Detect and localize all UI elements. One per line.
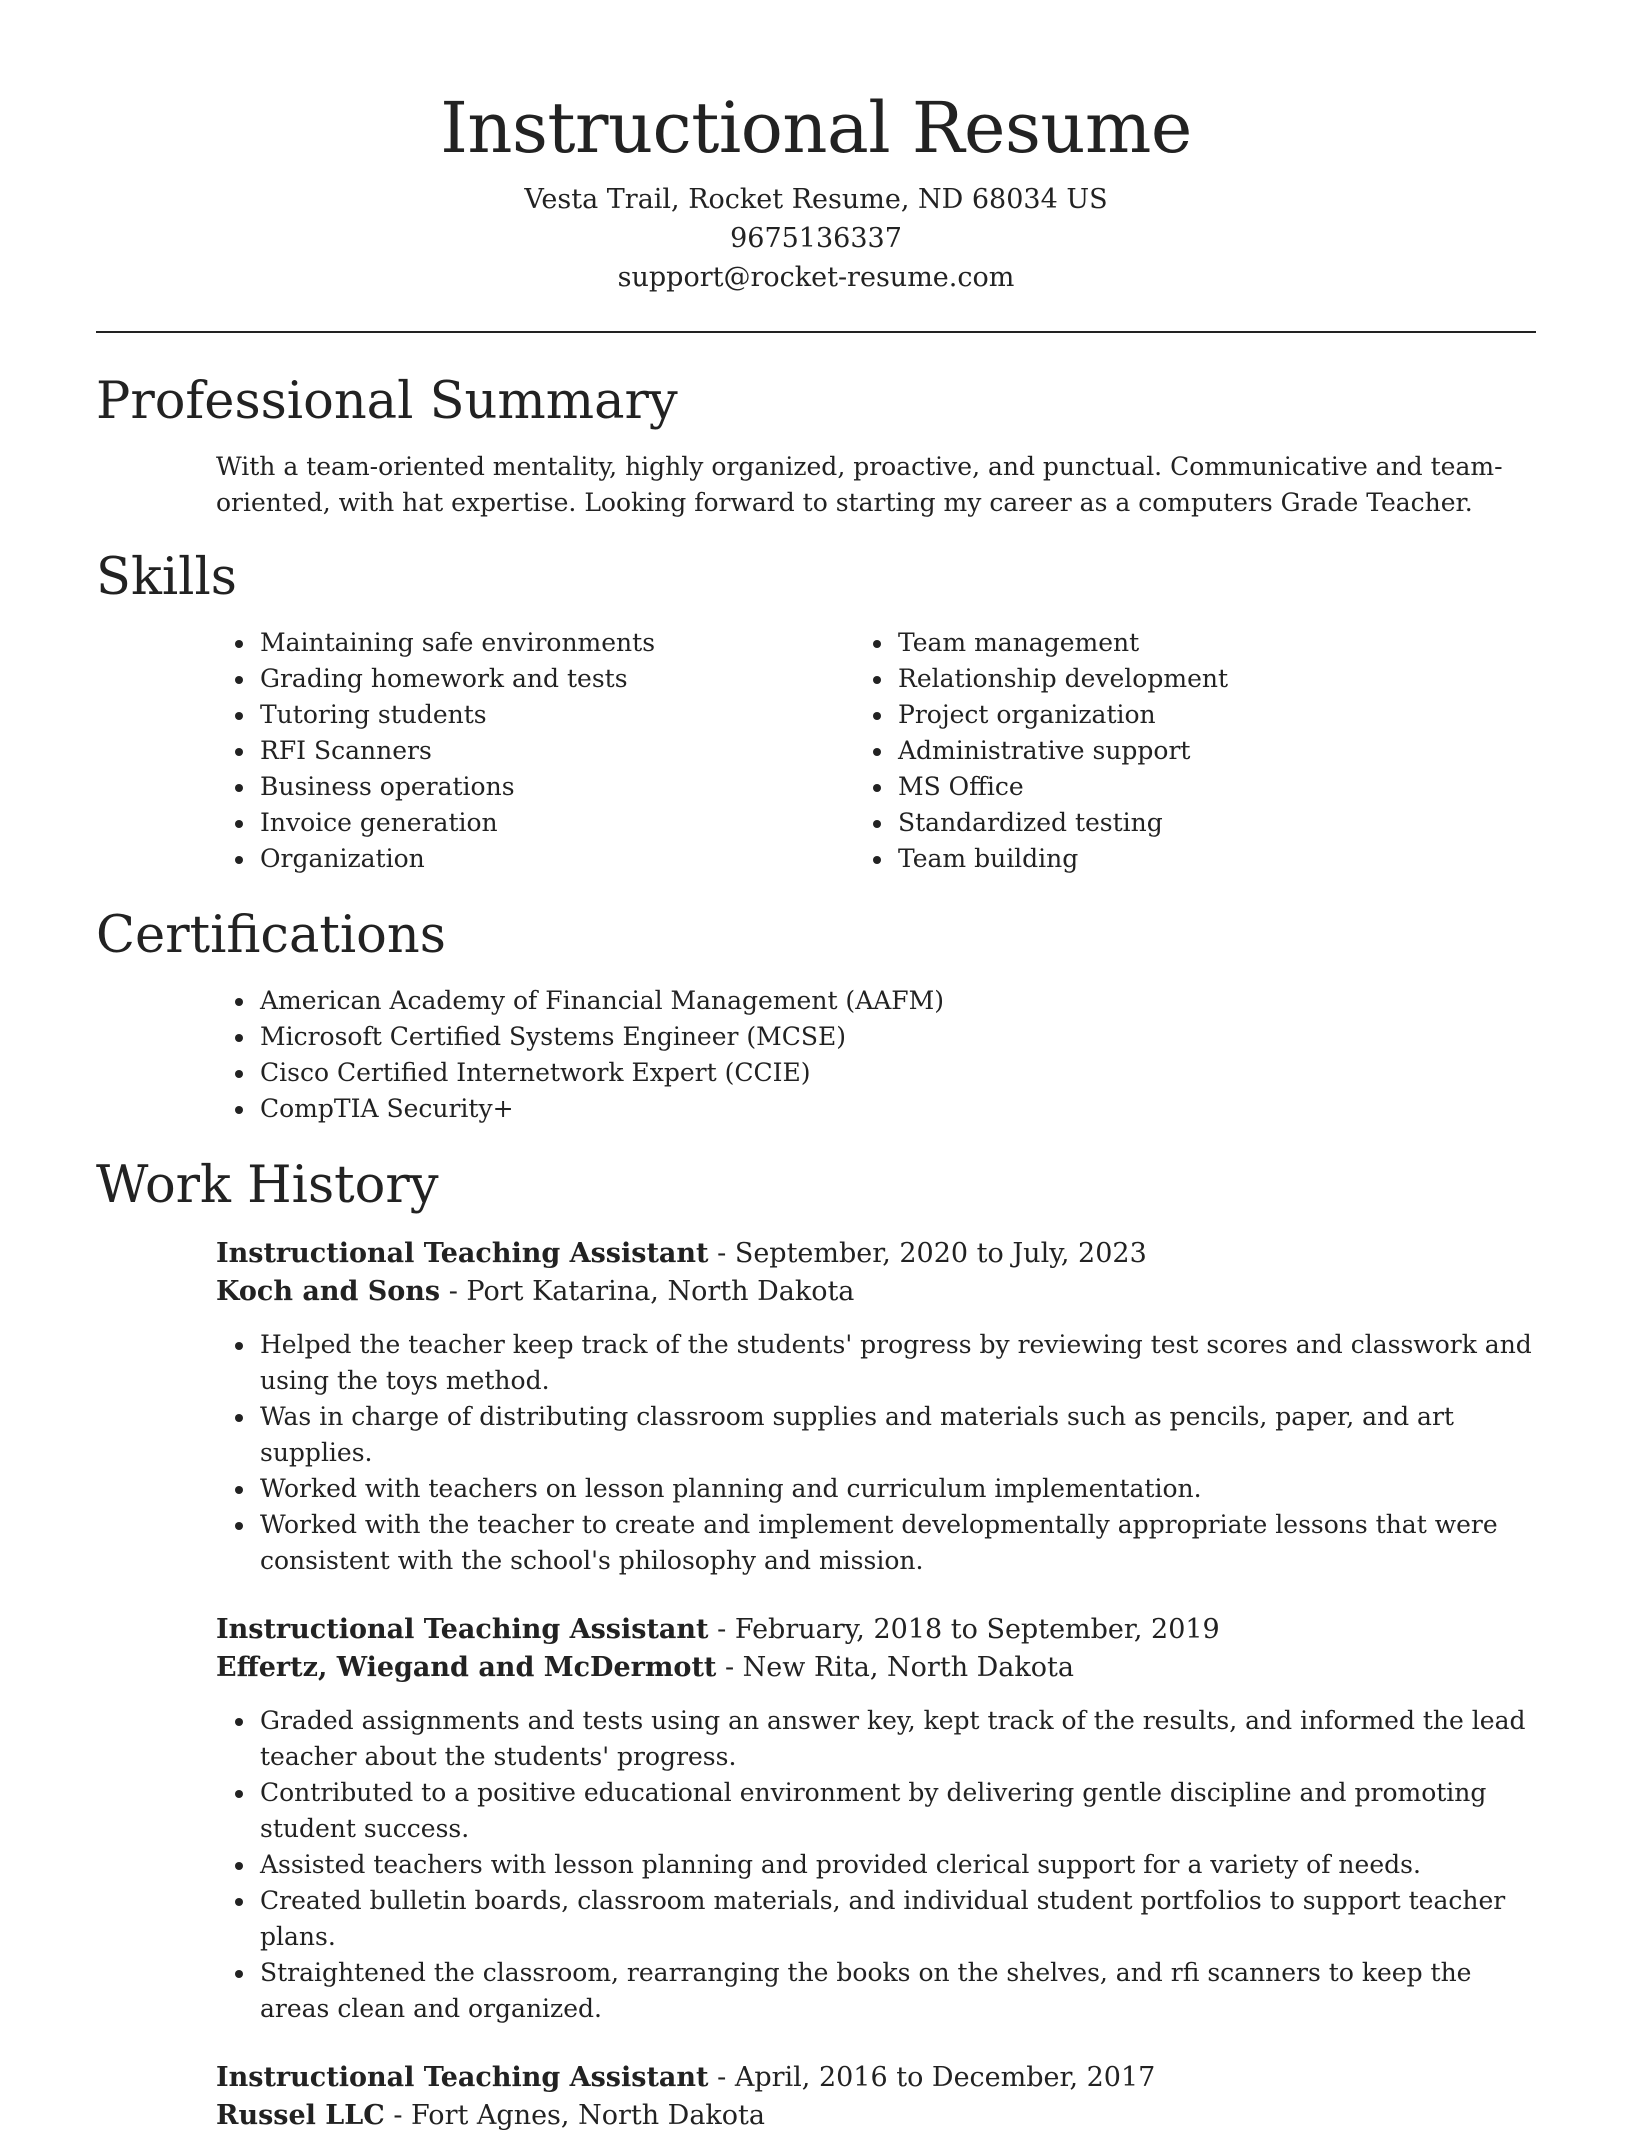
skill-item: Business operations bbox=[260, 769, 898, 805]
job-company: Koch and Sons bbox=[216, 1276, 441, 1307]
job-title: Instructional Teaching Assistant bbox=[216, 1614, 709, 1645]
skill-item: Relationship development bbox=[898, 661, 1536, 697]
job-duty: Graded assignments and tests using an answer key, kept track of the results, and informed the lead teacher about the students' progress. bbox=[260, 1703, 1536, 1775]
job-title-line bbox=[216, 2059, 1536, 2097]
summary-text: With a team-oriented mentality, highly organized, proactive, and punctual. Communicative and team-oriented, with hat expertise. Looking forward to starting my career as a computers Grade Teacher. bbox=[216, 452, 1503, 517]
job-company-line bbox=[216, 1273, 1536, 1311]
contact-phone: 9675136337 bbox=[730, 223, 902, 254]
skill-item: MS Office bbox=[898, 769, 1536, 805]
job-title-line bbox=[216, 1611, 1536, 1649]
contact-email: support@rocket-resume.com bbox=[617, 262, 1015, 293]
job-dates: - April, 2016 to December, 2017 bbox=[708, 2062, 1156, 2093]
certifications-list bbox=[260, 983, 1536, 1127]
job-duty: Assisted teachers with lesson planning and provided clerical support for a variety of needs. bbox=[260, 1847, 1536, 1883]
skills-grid bbox=[260, 625, 1536, 877]
job-duty: Worked with teachers on lesson planning and curriculum implementation. bbox=[260, 1471, 1536, 1507]
certifications-heading: Certifications bbox=[96, 906, 446, 965]
job-entry bbox=[216, 1611, 1536, 2027]
skill-item: Standardized testing bbox=[898, 805, 1536, 841]
resume-title: Instructional Resume bbox=[440, 87, 1192, 169]
skill-item: RFI Scanners bbox=[260, 733, 898, 769]
job-title-line bbox=[216, 1235, 1536, 1273]
job-duty: Worked with the teacher to create and implement developmentally appropriate lessons that were consistent with the school's philosophy and mission. bbox=[260, 1507, 1536, 1579]
job-title: Instructional Teaching Assistant bbox=[216, 2062, 709, 2093]
job-duties-list bbox=[260, 1327, 1536, 1579]
job-location: - Port Katarina, North Dakota bbox=[440, 1276, 855, 1307]
contact-block bbox=[96, 180, 1536, 297]
certification-item: Cisco Certified Internetwork Expert (CCIE) bbox=[260, 1055, 1536, 1091]
job-duty: Created bulletin boards, classroom materials, and individual student portfolios to support teacher plans. bbox=[260, 1883, 1536, 1955]
skills-left-list bbox=[260, 625, 898, 877]
job-duty: Helped the teacher keep track of the students' progress by reviewing test scores and classwork and using the toys method. bbox=[260, 1327, 1536, 1399]
certification-item: CompTIA Security+ bbox=[260, 1091, 1536, 1127]
work-history-heading: Work History bbox=[96, 1156, 439, 1215]
job-duty: Contributed to a positive educational environment by delivering gentle discipline and promoting student success. bbox=[260, 1775, 1536, 1847]
skills-right-list bbox=[898, 625, 1536, 877]
job-company: Effertz, Wiegand and McDermott bbox=[216, 1652, 717, 1683]
contact-address: Vesta Trail, Rocket Resume, ND 68034 US bbox=[524, 184, 1108, 215]
skill-item: Team management bbox=[898, 625, 1536, 661]
job-location: - Fort Agnes, North Dakota bbox=[384, 2100, 765, 2131]
job-entry bbox=[216, 1235, 1536, 1579]
job-location: - New Rita, North Dakota bbox=[716, 1652, 1074, 1683]
summary-heading: Professional Summary bbox=[96, 372, 678, 431]
job-company-line bbox=[216, 1649, 1536, 1687]
skill-item: Invoice generation bbox=[260, 805, 898, 841]
skill-item: Grading homework and tests bbox=[260, 661, 898, 697]
job-duty: Straightened the classroom, rearranging the books on the shelves, and rfi scanners to keep the areas clean and organized. bbox=[260, 1955, 1536, 2027]
skills-heading: Skills bbox=[96, 548, 237, 607]
job-dates: - February, 2018 to September, 2019 bbox=[708, 1614, 1220, 1645]
skill-item: Administrative support bbox=[898, 733, 1536, 769]
skill-item: Organization bbox=[260, 841, 898, 877]
job-title: Instructional Teaching Assistant bbox=[216, 1238, 709, 1269]
certification-item: Microsoft Certified Systems Engineer (MCSE) bbox=[260, 1019, 1536, 1055]
certification-item: American Academy of Financial Management (AAFM) bbox=[260, 983, 1536, 1019]
job-entry bbox=[216, 2059, 1536, 2135]
header-divider bbox=[96, 331, 1536, 333]
job-duties-list bbox=[260, 1703, 1536, 2027]
skill-item: Project organization bbox=[898, 697, 1536, 733]
job-company-line bbox=[216, 2097, 1536, 2135]
resume-page bbox=[96, 0, 1536, 2135]
job-dates: - September, 2020 to July, 2023 bbox=[708, 1238, 1147, 1269]
job-company: Russel LLC bbox=[216, 2100, 385, 2131]
skill-item: Tutoring students bbox=[260, 697, 898, 733]
skill-item: Team building bbox=[898, 841, 1536, 877]
job-duty: Was in charge of distributing classroom supplies and materials such as pencils, paper, and art supplies. bbox=[260, 1399, 1536, 1471]
skill-item: Maintaining safe environments bbox=[260, 625, 898, 661]
